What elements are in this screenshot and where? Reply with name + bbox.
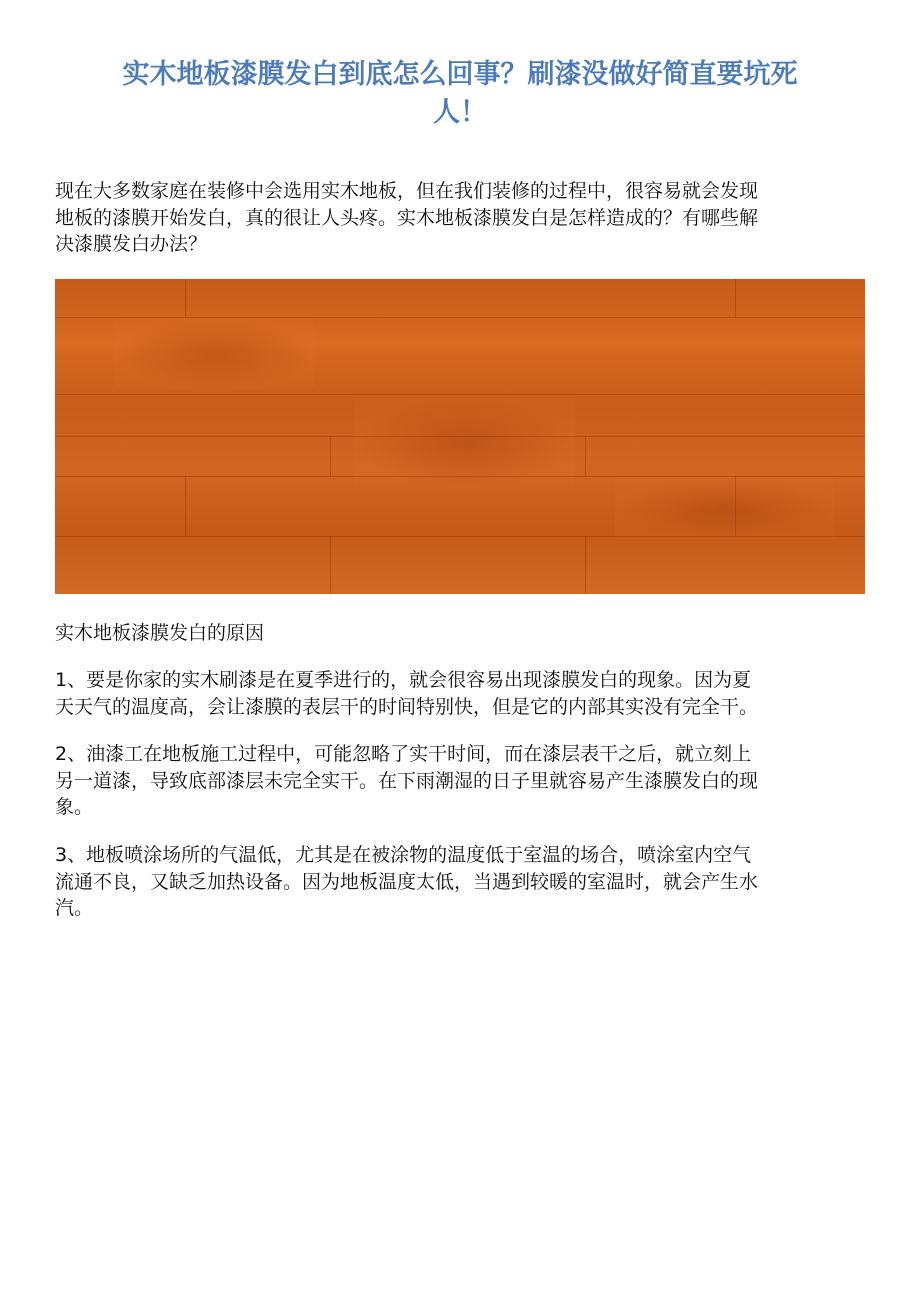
text-line: 天天气的温度高，会让漆膜的表层干的时间特别快，但是它的内部其实没有完全干。 [55, 695, 759, 718]
text-line: 象。 [55, 796, 94, 818]
title-line: 人！ [433, 97, 487, 128]
text-line: 2、油漆工在地板施工过程中，可能忽略了实干时间，而在漆层表干之后，就立刻上 [55, 743, 752, 765]
text-line: 汽。 [55, 897, 94, 919]
title-line: 实木地板漆膜发白到底怎么回事？刷漆没做好简直要坑死 [122, 59, 798, 90]
reason-item-3 [55, 842, 870, 922]
text-line: 3、地板喷涂场所的气温低，尤其是在被涂物的温度低于室温的场合，喷涂室内空气 [55, 844, 752, 866]
text-line: 1、要是你家的实木刷漆是在夏季进行的，就会很容易出现漆膜发白的现象。因为夏 [55, 669, 752, 691]
text-line: 地板的漆膜开始发白，真的很让人头疼。实木地板漆膜发白是怎样造成的？有哪些解 [55, 206, 759, 229]
wood-floor-image [55, 279, 865, 594]
text-line: 流通不良，又缺乏加热设备。因为地板温度太低，当遇到较暖的室温时，就会产生水 [55, 870, 759, 893]
article-title [55, 56, 865, 132]
text-line: 决漆膜发白办法？ [55, 233, 208, 255]
text-line: 现在大多数家庭在装修中会选用实木地板，但在我们装修的过程中，很容易就会发现 [55, 180, 759, 202]
reason-item-2 [55, 741, 870, 821]
text-line: 另一道漆，导致底部漆层未完全实干。在下雨潮湿的日子里就容易产生漆膜发白的现 [55, 769, 759, 792]
section-heading: 实木地板漆膜发白的原因 [55, 622, 265, 644]
intro-paragraph [55, 178, 870, 258]
reason-item-1 [55, 667, 870, 720]
